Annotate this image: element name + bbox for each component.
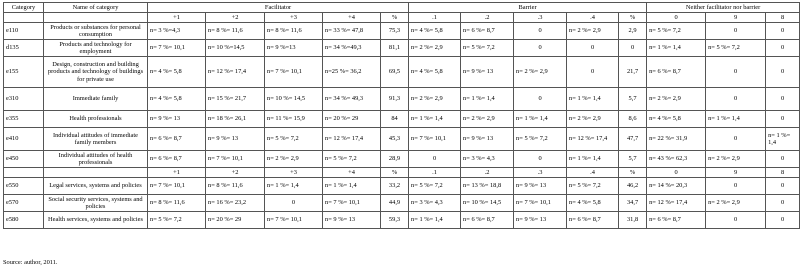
subheader-cell: 8: [766, 13, 800, 23]
category-name: Individual attitudes of immediate family members: [44, 128, 148, 151]
data-cell: 34,7: [619, 195, 647, 212]
subheader-cell: +1: [148, 168, 206, 178]
data-cell: 0: [766, 178, 800, 195]
subheader-blank: [44, 13, 148, 23]
data-cell: n= 3 %= 4,3: [461, 151, 514, 168]
data-cell: n= 34 %=49,3: [323, 40, 381, 57]
data-cell: n= 1 %= 1,4: [323, 178, 381, 195]
data-cell: 33,2: [381, 178, 409, 195]
data-cell: n= 18 %= 26,1: [206, 111, 265, 128]
category-name: Social security services, systems and policies: [44, 195, 148, 212]
data-cell: n= 6 %= 8,7: [461, 212, 514, 229]
data-cell: 0: [766, 57, 800, 88]
data-cell: 0: [409, 151, 461, 168]
data-cell: 0: [766, 151, 800, 168]
data-cell: 47,7: [619, 128, 647, 151]
data-cell: n= 7 %= 10,1: [148, 178, 206, 195]
data-cell: n= 1 %= 1,4: [567, 88, 619, 111]
data-cell: n= 5 %= 7,2: [409, 178, 461, 195]
category-code: e355: [4, 111, 44, 128]
subheader-cell: .4: [567, 168, 619, 178]
category-code: e155: [4, 57, 44, 88]
data-cell: 0: [514, 151, 567, 168]
subheader-cell: .3: [514, 168, 567, 178]
data-cell: 21,7: [619, 57, 647, 88]
subheader-cell: 9: [706, 168, 766, 178]
data-cell: n= 1 %= 1,4: [409, 212, 461, 229]
subheader-blank: [44, 168, 148, 178]
data-cell: 91,3: [381, 88, 409, 111]
data-cell: 75,3: [381, 23, 409, 40]
data-cell: n= 3 %=4,3: [148, 23, 206, 40]
data-cell: n= 3 %= 4,3: [409, 195, 461, 212]
subheader-row: [4, 13, 800, 23]
data-cell: n= 6 %= 8,7: [647, 57, 706, 88]
data-cell: n= 1 %= 1,4: [567, 151, 619, 168]
data-cell: n= 1 %= 1,4: [265, 178, 323, 195]
data-cell: n= 7 %= 10,1: [323, 195, 381, 212]
data-cell: n= 1 %= 1,4: [766, 128, 800, 151]
data-cell: n= 4 %= 5,8: [148, 57, 206, 88]
data-cell: 45,3: [381, 128, 409, 151]
data-cell: 81,1: [381, 40, 409, 57]
data-cell: 0: [706, 128, 766, 151]
data-cell: n= 4 %= 5,8: [409, 23, 461, 40]
table-row: [4, 23, 800, 40]
data-cell: 31,8: [619, 212, 647, 229]
category-code: e410: [4, 128, 44, 151]
table-body: [4, 3, 800, 229]
data-cell: n= 12 %= 17,4: [647, 195, 706, 212]
category-name: Immediate family: [44, 88, 148, 111]
data-cell: n= 9 %= 13: [461, 128, 514, 151]
header-barrier: Barrier: [409, 3, 647, 13]
subheader-cell: .4: [567, 13, 619, 23]
data-cell: 0: [265, 195, 323, 212]
category-name: Health professionals: [44, 111, 148, 128]
data-cell: 0: [706, 23, 766, 40]
table-row: [4, 40, 800, 57]
data-cell: n= 8 %= 11,6: [206, 23, 265, 40]
data-cell: n= 1 %= 1,4: [514, 111, 567, 128]
data-cell: n= 7 %= 10,1: [148, 40, 206, 57]
category-name: Products and technology for employment: [44, 40, 148, 57]
data-cell: n= 13 %= 18,8: [461, 178, 514, 195]
data-cell: 44,9: [381, 195, 409, 212]
header-neither: Neither facilitator nor barrier: [647, 3, 800, 13]
subheader-cell: 0: [647, 168, 706, 178]
data-cell: n= 9 %= 13: [148, 111, 206, 128]
data-cell: n= 4 %= 5,8: [148, 88, 206, 111]
data-cell: 2,9: [619, 23, 647, 40]
data-cell: n= 15 %= 21,7: [206, 88, 265, 111]
category-name: Design, construction and building products and technology of buildings for private use: [44, 57, 148, 88]
data-cell: 0: [706, 212, 766, 229]
data-cell: n= 7 %= 10,1: [409, 128, 461, 151]
data-cell: n= 2 %= 2,9: [706, 151, 766, 168]
subheader-cell: +4: [323, 168, 381, 178]
table-row: [4, 212, 800, 229]
data-cell: 0: [619, 40, 647, 57]
data-cell: n= 5 %= 7,2: [706, 40, 766, 57]
data-cell: n= 2 %= 2,9: [647, 88, 706, 111]
subheader-cell: +4: [323, 13, 381, 23]
category-name: Legal services, systems and policies: [44, 178, 148, 195]
data-cell: 0: [514, 88, 567, 111]
data-cell: 0: [706, 57, 766, 88]
subheader-cell: +3: [265, 168, 323, 178]
data-cell: n= 1 %= 1,4: [647, 40, 706, 57]
data-cell: n= 6 %= 8,7: [567, 212, 619, 229]
subheader-cell: %: [381, 13, 409, 23]
data-cell: n= 1 %= 1,4: [706, 111, 766, 128]
data-cell: n= 7 %= 10,1: [265, 57, 323, 88]
results-table: [3, 2, 800, 229]
data-cell: n= 5 %= 7,2: [567, 178, 619, 195]
header-category: Category: [4, 3, 44, 13]
data-cell: n=25 %= 36,2: [323, 57, 381, 88]
table-row: [4, 151, 800, 168]
data-cell: n= 22 %= 31,9: [647, 128, 706, 151]
data-cell: n= 2 %= 2,9: [409, 40, 461, 57]
table-row: [4, 128, 800, 151]
subheader-blank: [4, 13, 44, 23]
data-cell: n= 10 %= 14,5: [461, 195, 514, 212]
data-cell: n= 9 %= 13: [206, 128, 265, 151]
data-cell: n= 2 %= 2,9: [265, 151, 323, 168]
data-cell: n= 12 %= 17,4: [323, 128, 381, 151]
header-name: Name of category: [44, 3, 148, 13]
data-cell: n= 5 %= 7,2: [461, 40, 514, 57]
data-cell: 0: [766, 212, 800, 229]
data-cell: n= 9 %= 13: [514, 178, 567, 195]
data-cell: 28,9: [381, 151, 409, 168]
data-cell: n= 6 %= 8,7: [148, 151, 206, 168]
category-code: e580: [4, 212, 44, 229]
data-cell: 69,5: [381, 57, 409, 88]
data-cell: 0: [766, 111, 800, 128]
category-code: e550: [4, 178, 44, 195]
category-code: e450: [4, 151, 44, 168]
data-cell: n= 34 %= 49,3: [323, 88, 381, 111]
data-cell: 0: [514, 23, 567, 40]
subheader-row: [4, 168, 800, 178]
data-cell: 0: [766, 40, 800, 57]
table-row: [4, 195, 800, 212]
data-cell: n= 1 %= 1,4: [461, 88, 514, 111]
data-cell: 5,7: [619, 151, 647, 168]
data-cell: 0: [706, 88, 766, 111]
table-source-note: Source: author, 2011.: [3, 259, 58, 266]
header-row: [4, 3, 800, 13]
data-cell: n= 1 %= 1,4: [409, 111, 461, 128]
data-cell: n= 4 %= 5,8: [567, 195, 619, 212]
data-cell: n= 6 %= 8,7: [148, 128, 206, 151]
data-cell: 0: [766, 195, 800, 212]
data-cell: n= 9 %= 13: [461, 57, 514, 88]
subheader-cell: .2: [461, 13, 514, 23]
data-cell: n= 9 %=13: [265, 40, 323, 57]
data-cell: 0: [766, 88, 800, 111]
data-cell: n= 10 %=14,5: [206, 40, 265, 57]
subheader-cell: %: [619, 168, 647, 178]
data-cell: n= 8 %= 11,6: [148, 195, 206, 212]
category-name: Health services, systems and policies: [44, 212, 148, 229]
table-row: [4, 88, 800, 111]
subheader-cell: +2: [206, 168, 265, 178]
data-cell: 5,7: [619, 88, 647, 111]
category-name: Individual attitudes of health professionals: [44, 151, 148, 168]
subheader-cell: %: [619, 13, 647, 23]
data-cell: 84: [381, 111, 409, 128]
subheader-cell: .1: [409, 168, 461, 178]
data-cell: 0: [766, 23, 800, 40]
category-code: d135: [4, 40, 44, 57]
data-cell: n= 7 %= 10,1: [265, 212, 323, 229]
data-cell: n= 7 %= 10,1: [206, 151, 265, 168]
data-cell: n= 6 %= 8,7: [461, 23, 514, 40]
header-facilitator: Facilitator: [148, 3, 409, 13]
data-cell: n= 7 %= 10,1: [514, 195, 567, 212]
subheader-cell: .1: [409, 13, 461, 23]
data-cell: 8,6: [619, 111, 647, 128]
data-cell: n= 5 %= 7,2: [323, 151, 381, 168]
data-cell: n= 2 %= 2,9: [567, 23, 619, 40]
subheader-cell: +3: [265, 13, 323, 23]
data-cell: n= 2 %= 2,9: [567, 111, 619, 128]
category-code: e310: [4, 88, 44, 111]
data-cell: n= 16 %= 23,2: [206, 195, 265, 212]
subheader-cell: .3: [514, 13, 567, 23]
data-cell: 0: [567, 40, 619, 57]
data-cell: n= 5 %= 7,2: [647, 23, 706, 40]
table-row: [4, 111, 800, 128]
table-row: [4, 178, 800, 195]
data-cell: n= 2 %= 2,9: [514, 57, 567, 88]
data-cell: n= 20 %= 29: [323, 111, 381, 128]
data-cell: n= 2 %= 2,9: [409, 88, 461, 111]
data-cell: n= 2 %= 2,9: [706, 195, 766, 212]
data-cell: 59,3: [381, 212, 409, 229]
data-cell: n= 5 %= 7,2: [514, 128, 567, 151]
data-cell: n= 20 %= 29: [206, 212, 265, 229]
subheader-cell: +2: [206, 13, 265, 23]
data-cell: n= 43 %= 62,3: [647, 151, 706, 168]
data-cell: n= 6 %= 8,7: [647, 212, 706, 229]
table-row: [4, 57, 800, 88]
data-cell: n= 5 %= 7,2: [148, 212, 206, 229]
subheader-cell: 9: [706, 13, 766, 23]
category-name: Products or substances for personal consumption: [44, 23, 148, 40]
data-cell: n= 2 %= 2,9: [461, 111, 514, 128]
subheader-cell: 8: [766, 168, 800, 178]
data-cell: n= 10 %= 14,5: [265, 88, 323, 111]
data-cell: n= 4 %= 5,8: [409, 57, 461, 88]
data-cell: n= 8 %= 11,6: [206, 178, 265, 195]
data-cell: n= 14 %= 20,3: [647, 178, 706, 195]
subheader-blank: [4, 168, 44, 178]
data-cell: n= 5 %= 7,2: [265, 128, 323, 151]
data-cell: n= 33 %= 47,8: [323, 23, 381, 40]
category-code: e110: [4, 23, 44, 40]
data-cell: n= 9 %= 13: [514, 212, 567, 229]
category-code: e570: [4, 195, 44, 212]
data-cell: n= 9 %= 13: [323, 212, 381, 229]
data-cell: 46,2: [619, 178, 647, 195]
subheader-cell: 0: [647, 13, 706, 23]
data-cell: n= 12 %= 17,4: [567, 128, 619, 151]
data-cell: 0: [706, 178, 766, 195]
data-cell: 0: [514, 40, 567, 57]
data-cell: n= 11 %= 15,9: [265, 111, 323, 128]
data-cell: 0: [567, 57, 619, 88]
subheader-cell: %: [381, 168, 409, 178]
subheader-cell: .2: [461, 168, 514, 178]
data-cell: n= 12 %= 17,4: [206, 57, 265, 88]
subheader-cell: +1: [148, 13, 206, 23]
data-cell: n= 4 %= 5,8: [647, 111, 706, 128]
data-cell: n= 8 %= 11,6: [265, 23, 323, 40]
